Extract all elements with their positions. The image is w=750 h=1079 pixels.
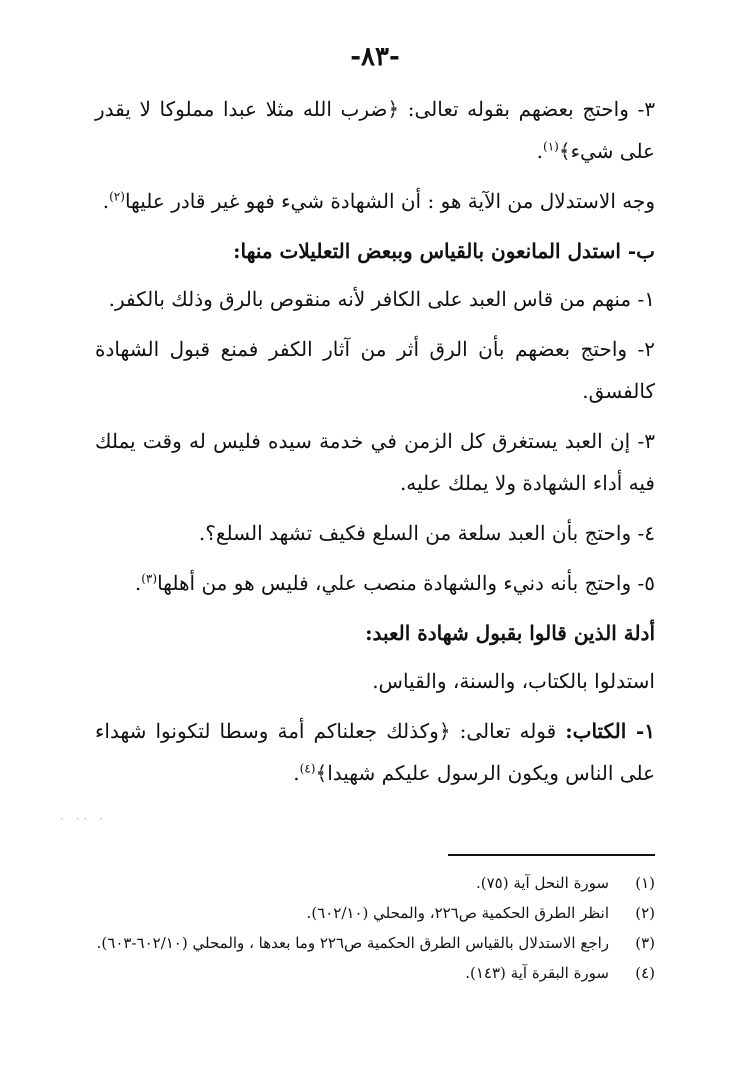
footnote-ref: (٤) <box>299 761 316 776</box>
kitab-label: ١- الكتاب: <box>565 719 656 743</box>
footnote-ref: (٣) <box>141 571 158 586</box>
footnote-number: (٣) <box>635 934 655 952</box>
paragraph-text: ٥- واحتج بأنه دنيء والشهادة منصب علي، فليس هو من أهلها <box>157 571 655 595</box>
paragraph-text: وجه الاستدلال من الآية هو : أن الشهادة شيء فهو غير قادر عليها <box>124 189 655 213</box>
footnote-item <box>95 898 655 928</box>
paragraph-point-2: ٢- واحتج بعضهم بأن الرق أثر من آثار الكفر فمنع قبول الشهادة كالفسق. <box>95 337 655 403</box>
footnote-number: (٢) <box>635 904 655 922</box>
footnote-text: انظر الطرق الحكمية ص٢٢٦، والمحلي (٦٠٢/١٠). <box>306 904 609 922</box>
scan-artifact: · ·· · <box>60 812 107 826</box>
paragraph-point-3: ٣- إن العبد يستغرق كل الزمن في خدمة سيده فليس له وقت يملك فيه أداء الشهادة ولا يملك عليه. <box>95 429 655 495</box>
footnote-text: راجع الاستدلال بالقياس الطرق الحكمية ص٢٢٦ وما بعدها ، والمحلي (٦٠٢/١٠-٦٠٣). <box>96 934 609 952</box>
footnote-item <box>95 928 655 958</box>
footnote-number: (١) <box>635 874 655 892</box>
paragraph-text: قوله تعالى: ﴿وكذلك جعلناكم أمة وسطا لتكونوا شهداء على الناس ويكون الرسول عليكم شهيدا﴾ <box>95 719 655 785</box>
page-body <box>95 88 655 802</box>
paragraph-point-4: ٤- واحتج بأن العبد سلعة من السلع فكيف تشهد السلع؟. <box>198 521 655 545</box>
paragraph-text: ٣- واحتج بعضهم بقوله تعالى: ﴿ضرب الله مثلا عبدا مملوكا لا يقدر على شيء﴾ <box>95 97 655 163</box>
section-heading-qiyas: ب- استدل المانعون بالقياس وببعض التعليلات منها: <box>233 239 655 263</box>
paragraph-point-5: ٥- واحتج بأنه دنيء والشهادة منصب علي، فليس هو من أهلها$^{(٣)}$. <box>134 571 655 595</box>
footnote-item <box>95 868 655 898</box>
paragraph-sources: استدلوا بالكتاب، والسنة، والقياس. <box>372 669 655 693</box>
paragraph-kitab: ١- الكتاب: قوله تعالى: ﴿وكذلك جعلناكم أمة وسطا لتكونوا شهداء على الناس ويكون الرسول عليكم شهيدا﴾$^{(٤)}$. <box>95 719 656 785</box>
page-number: -٨٣- <box>350 42 400 72</box>
footnote-text: سورة البقرة آية (١٤٣). <box>465 964 609 982</box>
footnote-number: (٤) <box>635 964 655 982</box>
footnote-ref: (١) <box>543 139 559 154</box>
paragraph-quran-argument: ٣- واحتج بعضهم بقوله تعالى: ﴿ضرب الله مثلا عبدا مملوكا لا يقدر على شيء﴾$^{(١)}$. <box>95 97 655 163</box>
footnotes <box>95 868 655 988</box>
footnote-item <box>95 958 655 988</box>
paragraph-point-1: ١- منهم من قاس العبد على الكافر لأنه منقوص بالرق وذلك بالكفر. <box>108 287 655 311</box>
footnote-text: سورة النحل آية (٧٥). <box>475 874 609 892</box>
paragraph-inference: وجه الاستدلال من الآية هو : أن الشهادة شيء فهو غير قادر عليها$^{(٢)}$. <box>102 189 655 213</box>
footnote-divider <box>448 854 655 856</box>
section-heading-evidence: أدلة الذين قالوا بقبول شهادة العبد: <box>365 621 655 645</box>
footnote-ref: (٢) <box>109 189 125 204</box>
